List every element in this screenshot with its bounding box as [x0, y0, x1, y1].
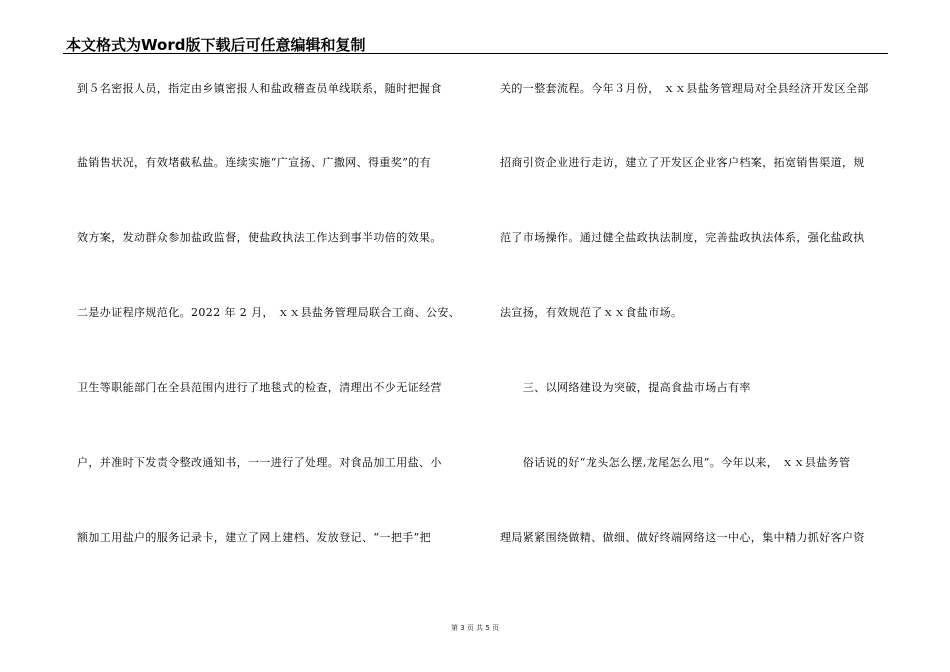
left-line-2: 盐销售状况，有效堵截私盐。连续实施“广宣扬、广撒网、得重奖”的有: [77, 156, 432, 169]
page-number: 第 3 页 共 5 页: [450, 624, 500, 632]
header-title: 本文格式为Word版下载后可任意编辑和复制: [66, 36, 366, 54]
left-line-1: 到５名密报人员，指定由乡镇密报人和盐政稽查员单线联系，随时把握食: [77, 82, 442, 95]
right-line-2: 招商引资企业进行走访，建立了开发区企业客户档案，拓宽销售渠道，规: [500, 156, 865, 169]
right-line-1: 关的一整套流程。今年３月份， ｘｘ县盐务管理局对全县经济开发区全部: [500, 82, 869, 95]
right-line-7: 理局紧紧围绕做精、做细、做好终端网络这一中心，集中精力抓好客户资: [500, 531, 865, 544]
left-line-6: 户，并准时下发责令整改通知书，一一进行了处理。对食品加工用盐、小: [77, 456, 442, 469]
left-line-5: 卫生等职能部门在全县范围内进行了地毯式的检查，清理出不少无证经营: [77, 381, 442, 394]
right-line-6: 俗话说的好“龙头怎么摆,龙尾怎么甩”。今年以来， ｘｘ县盐务管: [500, 456, 851, 469]
left-line-3: 效方案，发动群众参加盐政监督，使盐政执法工作达到事半功倍的效果。: [77, 231, 442, 244]
section-heading: 三、以网络建设为突破，提高食盐市场占有率: [500, 381, 751, 394]
left-line-4: 二是办证程序规范化。2022 年 2 月， ｘｘ县盐务管理局联合工商、公安、: [77, 306, 461, 319]
right-line-4: 法宣扬，有效规范了ｘｘ食盐市场。: [500, 306, 683, 319]
right-line-3: 范了市场操作。通过健全盐政执法制度，完善盐政执法体系，强化盐政执: [500, 231, 865, 244]
header-divider: [63, 53, 888, 54]
left-line-7: 额加工用盐户的服务记录卡，建立了网上建档、发放登记、“一把手”把: [77, 531, 432, 544]
